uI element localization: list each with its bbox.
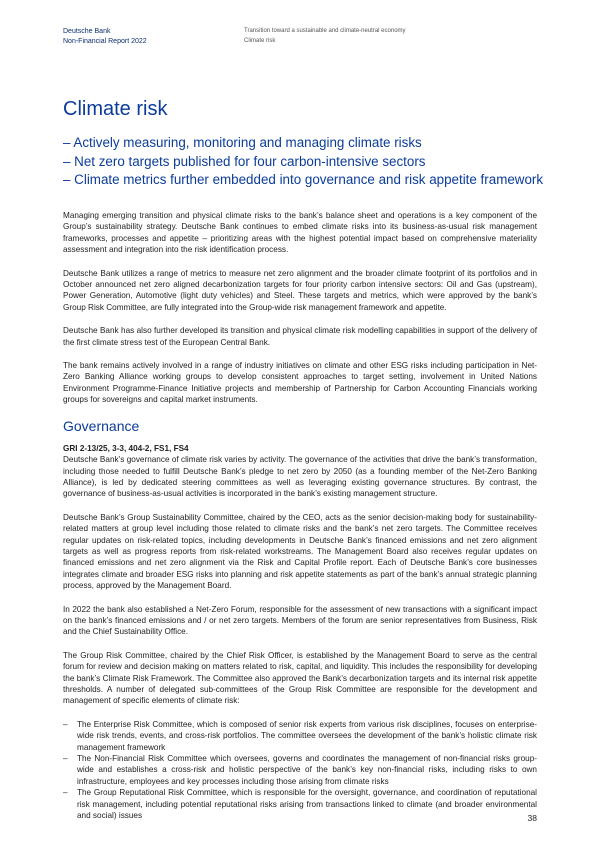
bank-name: Deutsche Bank <box>63 28 111 35</box>
page-number: 38 <box>527 813 537 823</box>
list-item <box>63 787 537 821</box>
section-header <box>244 27 406 46</box>
section-name: Climate risk <box>244 37 276 44</box>
intro-paragraph: Managing emerging transition and physical climate risks to the bank’s balance sheet and operations is a key component of the Group’s sustainability strategy. Deutsche Bank continues to embed climate risks into its business-as-usual risk management frameworks, processes and appetite – prioritizing areas with the highest potential impact based on comprehensive materiality assessment and integration into the risk identification process. <box>63 211 537 255</box>
key-point: – Climate metrics further embedded into governance and risk appetite framework <box>63 172 544 187</box>
report-name: Non-Financial Report 2022 <box>63 37 147 45</box>
committee-list <box>63 719 537 822</box>
dash-marker: – <box>63 719 68 729</box>
list-item-text: The Enterprise Risk Committee, which is composed of senior risk experts from various risk disciplines, focuses on enterprise-wide risk trends, events, and cross-risk portfolios. The committee oversees the development of the bank’s holistic climate risk management framework <box>77 719 537 752</box>
key-point: – Actively measuring, monitoring and managing climate risks <box>63 135 422 150</box>
governance-paragraph: The Group Risk Committee, chaired by the Chief Risk Officer, is established by the Management Board to serve as the central forum for review and decision making on matters related to risk, capital, and liquidity. This includes the responsibility for developing the bank’s Climate Risk Framework. The Committee also approved the Bank’s decarbonization targets and its internal risk appetite thresholds. A number of delegated sub-committees of the Group Risk Committee are responsible for the development and management of specific elements of climate risk: <box>63 650 537 706</box>
list-item-text: The Non-Financial Risk Committee which oversees, governs and coordinates the management of non-financial risks group-wide and establishes a cross-risk and holistic perspective of the bank’s key non-financial risks, including risks to own infrastructure, employees and key processes including those arising from climate risks <box>77 754 537 786</box>
key-points <box>63 134 543 190</box>
governance-paragraph: In 2022 the bank also established a Net-Zero Forum, responsible for the assessment of new transactions with a significant impact on the bank’s financed emissions and / or net zero targets. Members of the forum are senior representatives from Business, Risk and the Chief Sustainability Office. <box>63 604 537 637</box>
body-text <box>63 210 537 821</box>
dash-marker: – <box>63 754 68 764</box>
intro-paragraph: The bank remains actively involved in a range of industry initiatives on climate and other ESG risks including participation in Net-Zero Banking Alliance working groups to develop consistent approaches to target setting, involvement in United Nations Environment Programme-Finance Initiative projects and membership of Partnership for Carbon Accounting Financials working groups for sovereigns and capital market instruments. <box>63 361 537 405</box>
page-title: Climate risk <box>63 98 168 120</box>
list-item-text: The Group Reputational Risk Committee, which is responsible for the oversight, governance, and coordination of reputational risk management, including potential reputational risks arising from transactions linked to climate (and broader environmental and social) issues <box>77 788 537 821</box>
dash-marker: – <box>63 788 68 798</box>
intro-paragraph: Deutsche Bank has also further developed its transition and physical climate risk modelling capabilities in support of the delivery of the first climate stress test of the European Central Bank. <box>63 326 537 347</box>
list-item <box>63 753 537 787</box>
intro-paragraph: Deutsche Bank utilizes a range of metrics to measure net zero alignment and the broader climate footprint of its portfolios and in October announced net zero aligned decarbonization targets for four priority carbon intensive sectors: Oil and Gas (upstream), Power Generation, Automotive (light duty vehicles) and Steel. These targets and metrics, which were approved by the bank’s Group Risk Committee, are fully integrated into the Group-wide risk management framework and appetite. <box>63 268 537 312</box>
key-point: – Net zero targets published for four carbon-intensive sectors <box>63 153 426 169</box>
governance-paragraph: Deutsche Bank’s governance of climate risk varies by activity. The governance of the activities that drive the bank’s transformation, including those needed to fulfill Deutsche Bank’s pledge to net zero by 2050 (as a founding member of the Net-Zero Banking Alliance), is led by dedicated steering committees as well as leveraging existing governance structures. By contrast, the governance of business-as-usual activities is incorporated in the bank’s existing management structure. <box>63 455 537 499</box>
list-item <box>63 719 537 753</box>
report-header <box>63 27 147 46</box>
governance-heading: Governance <box>63 417 140 434</box>
chapter-name: Transition toward a sustainable and climate-neutral economy <box>244 28 406 34</box>
gri-reference: GRI 2-13/25, 3-3, 404-2, FS1, FS4 <box>63 443 189 453</box>
governance-paragraph: Deutsche Bank’s Group Sustainability Committee, chaired by the CEO, acts as the senior decision-making body for sustainability-related matters at group level including those related to climate risks and the bank’s net zero targets. The Committee receives regular updates on risk-related topics, including developments in Deutsche Bank’s financed emissions and net zero alignment targets as well as progress reports from risk-related workstreams. The Management Board also receives regular updates on financed emissions and net zero alignment via the Risk and Capital Profile report. Each of Deutsche Bank’s core businesses integrates climate and broader ESG risks into planning and risk appetite statements as part of the bank’s annual strategic planning process, approved by the Management Board. <box>63 512 537 591</box>
